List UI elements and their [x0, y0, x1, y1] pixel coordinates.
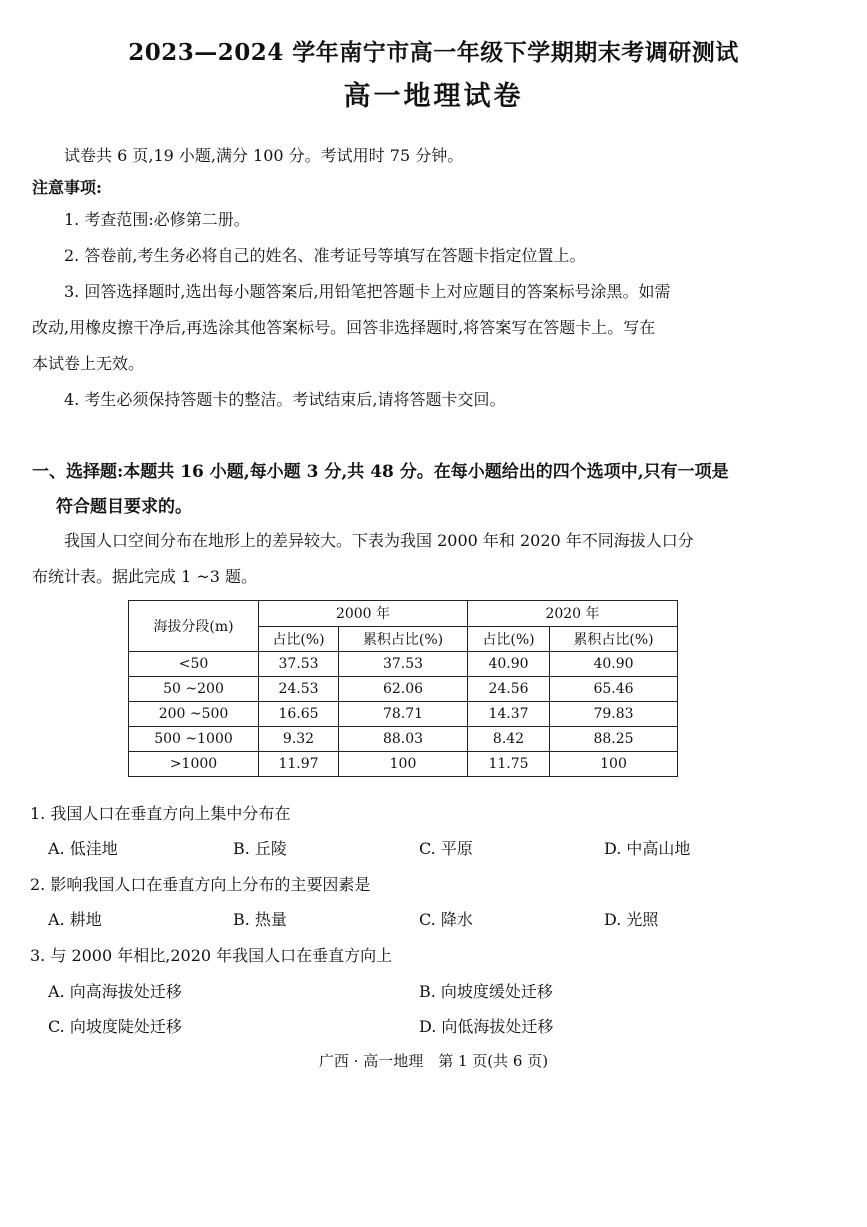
table-cell: 88.03: [339, 727, 468, 752]
table-row: [129, 677, 678, 702]
table-cell: 16.65: [259, 702, 339, 727]
header-cum-2000: 累积占比(%): [339, 626, 468, 652]
table-cell: 88.25: [550, 727, 678, 752]
table-row: [129, 652, 678, 677]
notice-item-3-line1: 3. 回答选择题时,选出每小题答案后,用铅笔把答题卡上对应题目的答案标号涂黑。如需: [64, 282, 671, 301]
question-stem-intro-cont: 布统计表。据此完成 1 ~3 题。: [32, 567, 258, 586]
table-cell: 62.06: [339, 677, 468, 702]
table-cell: 37.53: [259, 652, 339, 677]
table-cell: 24.56: [468, 677, 550, 702]
question-3-option-c[interactable]: C. 向坡度陡处迁移: [48, 1017, 182, 1036]
question-stem-intro: 我国人口空间分布在地形上的差异较大。下表为我国 2000 年和 2020 年不同海拔人口分: [64, 531, 694, 550]
table-cell: 11.97: [259, 752, 339, 777]
question-1-option-d[interactable]: D. 中高山地: [604, 839, 691, 858]
notice-item-1: 1. 考查范围:必修第二册。: [64, 210, 250, 229]
exam-title: 2023—2024 学年南宁市高一年级下学期期末考调研测试: [128, 39, 739, 66]
table-cell: 200 ~500: [129, 702, 259, 727]
question-3-stem: 3. 与 2000 年相比,2020 年我国人口在垂直方向上: [30, 946, 393, 965]
header-altitude: 海拔分段(m): [129, 601, 259, 652]
question-1-stem: 1. 我国人口在垂直方向上集中分布在: [30, 804, 291, 823]
notice-item-3-line2: 改动,用橡皮擦干净后,再选涂其他答案标号。回答非选择题时,将答案写在答题卡上。写在: [32, 318, 656, 337]
question-1-option-c[interactable]: C. 平原: [419, 839, 473, 858]
table-row: [129, 752, 678, 777]
table-cell: 65.46: [550, 677, 678, 702]
section-heading-cont: 符合题目要求的。: [56, 497, 192, 517]
table-cell: 79.83: [550, 702, 678, 727]
question-3-option-b[interactable]: B. 向坡度缓处迁移: [419, 982, 553, 1001]
table-cell: 11.75: [468, 752, 550, 777]
table-cell: 100: [550, 752, 678, 777]
table-cell: 37.53: [339, 652, 468, 677]
table-cell: 100: [339, 752, 468, 777]
table-cell: 500 ~1000: [129, 727, 259, 752]
notice-heading: 注意事项:: [32, 178, 102, 197]
table-cell: 50 ~200: [129, 677, 259, 702]
table-cell: 8.42: [468, 727, 550, 752]
question-2-option-b[interactable]: B. 热量: [233, 910, 287, 929]
header-cum-2020: 累积占比(%): [550, 626, 678, 652]
question-2-option-c[interactable]: C. 降水: [419, 910, 473, 929]
header-share-2000: 占比(%): [259, 626, 339, 652]
question-3-option-a[interactable]: A. 向高海拔处迁移: [48, 982, 182, 1001]
question-2-option-a[interactable]: A. 耕地: [48, 910, 102, 929]
question-1-option-a[interactable]: A. 低洼地: [48, 839, 118, 858]
header-year-2000: 2000 年: [259, 601, 468, 627]
table-cell: 9.32: [259, 727, 339, 752]
table-cell: <50: [129, 652, 259, 677]
header-year-2020: 2020 年: [468, 601, 678, 627]
table-cell: 14.37: [468, 702, 550, 727]
notice-item-4: 4. 考生必须保持答题卡的整洁。考试结束后,请将答题卡交回。: [64, 390, 506, 409]
question-1-option-b[interactable]: B. 丘陵: [233, 839, 287, 858]
header-share-2020: 占比(%): [468, 626, 550, 652]
question-3-option-d[interactable]: D. 向低海拔处迁移: [419, 1017, 554, 1036]
table-cell: 78.71: [339, 702, 468, 727]
table-row: [129, 702, 678, 727]
exam-intro: 试卷共 6 页,19 小题,满分 100 分。考试用时 75 分钟。: [64, 146, 464, 165]
table-cell: 40.90: [468, 652, 550, 677]
notice-item-2: 2. 答卷前,考生务必将自己的姓名、准考证号等填写在答题卡指定位置上。: [64, 246, 586, 265]
table-cell: 24.53: [259, 677, 339, 702]
table-row: [129, 727, 678, 752]
table-cell: 40.90: [550, 652, 678, 677]
exam-subtitle: 高一地理试卷: [343, 81, 524, 112]
section-heading: 一、选择题:本题共 16 小题,每小题 3 分,共 48 分。在每小题给出的四个选项中,只有一项是: [32, 462, 729, 482]
population-altitude-table: [128, 600, 678, 777]
question-2-stem: 2. 影响我国人口在垂直方向上分布的主要因素是: [30, 875, 371, 894]
page-footer: 广西 · 高一地理 第 1 页(共 6 页): [318, 1052, 549, 1070]
table-cell: >1000: [129, 752, 259, 777]
question-2-option-d[interactable]: D. 光照: [604, 910, 659, 929]
notice-item-3-line3: 本试卷上无效。: [32, 354, 145, 373]
